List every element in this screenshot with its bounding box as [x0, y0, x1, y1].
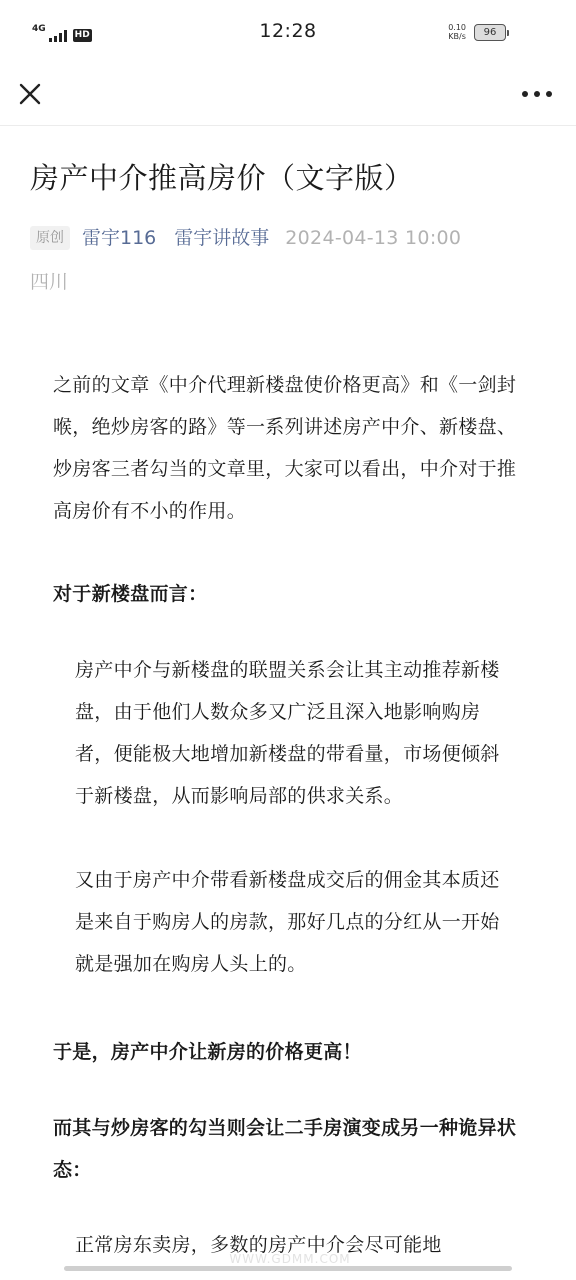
- network-type: 4G: [32, 24, 46, 34]
- article-meta: [30, 216, 550, 304]
- account-link[interactable]: 雷宇讲故事: [174, 227, 270, 249]
- clock: 12:28: [259, 20, 317, 42]
- more-button[interactable]: [522, 88, 552, 100]
- watermark: WWW.GDMM.COM: [229, 1252, 351, 1266]
- status-bar: [0, 0, 576, 64]
- paragraph-alliance: 房产中介与新楼盘的联盟关系会让其主动推荐新楼盘，由于他们人数众多又广泛且深入地影响购房者，便能极大地增加新楼盘的带看量，市场便倾斜于新楼盘，从而影响局部的供求关系。: [75, 659, 500, 807]
- network-speed: [448, 23, 466, 41]
- paragraph-landlord: 正常房东卖房，多数的房产中介会尽可能地: [75, 1234, 442, 1256]
- more-icon: [522, 91, 528, 97]
- paragraph-intro: 之前的文章《中介代理新楼盘使价格更高》和《一剑封喉，绝炒房客的路》等一系列讲述房产中介、新楼盘、炒房客三者勾当的文章里，大家可以看出，中介对于推高房价有不小的作用。: [53, 374, 517, 522]
- close-button[interactable]: [16, 80, 44, 108]
- battery-icon: [474, 24, 506, 41]
- hd-badge: HD: [74, 30, 90, 40]
- publish-location: 四川: [30, 271, 69, 293]
- original-badge: 原创: [30, 226, 70, 250]
- publish-date: 2024-04-13 10:00: [285, 227, 462, 249]
- article-title: 房产中介推高房价（文字版）: [30, 161, 414, 195]
- network-speed-value: 0.10: [448, 23, 466, 32]
- heading-new-property: 对于新楼盘而言：: [53, 583, 208, 605]
- battery-level: 96: [483, 27, 497, 38]
- top-navbar: [0, 64, 576, 126]
- heading-conclusion: 于是，房产中介让新房的价格更高！: [53, 1041, 362, 1063]
- author-link[interactable]: 雷宇116: [82, 227, 157, 249]
- heading-speculators: 而其与炒房客的勾当则会让二手房演变成另一种诡异状态：: [53, 1117, 517, 1181]
- close-icon: [16, 80, 44, 108]
- paragraph-commission: 又由于房产中介带看新楼盘成交后的佣金其本质还是来自于购房人的房款，那好几点的分红从一开始就是强加在购房人头上的。: [75, 869, 500, 975]
- home-indicator[interactable]: [64, 1266, 512, 1271]
- network-speed-unit: KB/s: [448, 32, 466, 41]
